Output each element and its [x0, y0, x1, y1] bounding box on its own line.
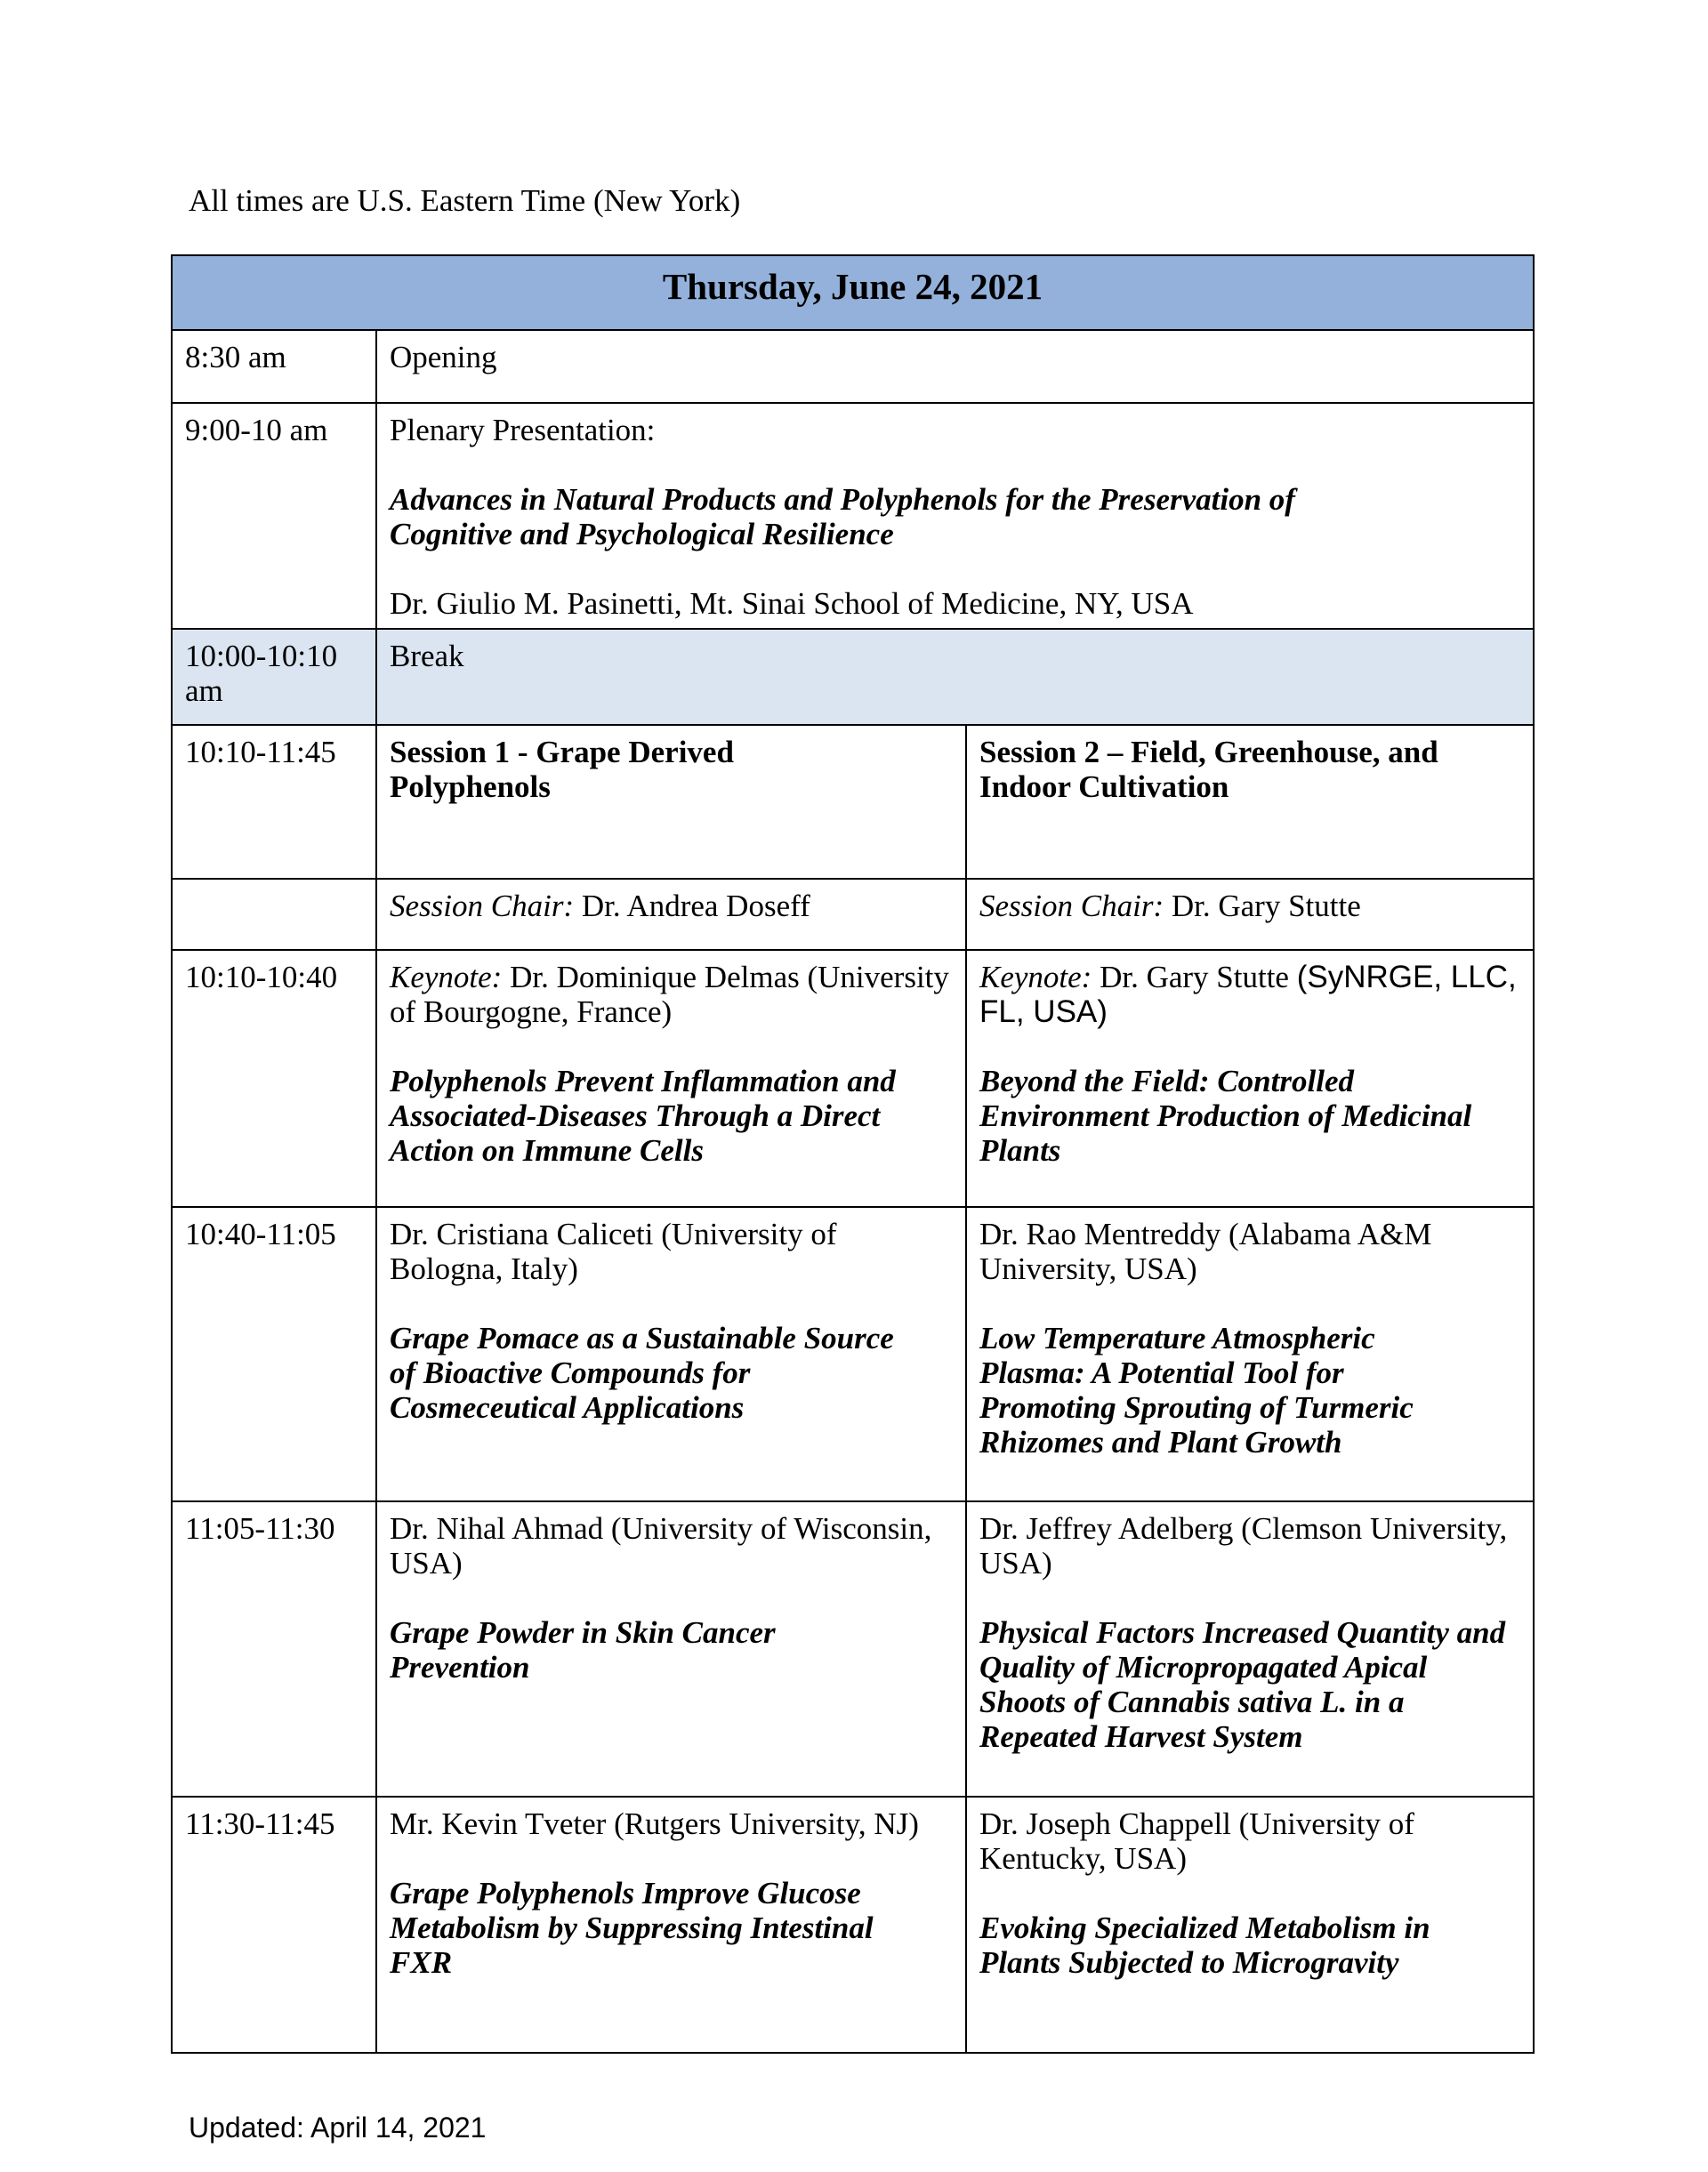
table-row-session-headers [172, 725, 1534, 879]
chair-label: Session Chair: [979, 889, 1164, 923]
talk-title: Physical Factors Increased Quantity and Quality of Micropropagated Apical Shoots of Cannabis sativa L. in a Repeated Harvest System [979, 1615, 1506, 1754]
schedule-table [171, 254, 1535, 2054]
session2-talk-cell [966, 1207, 1534, 1501]
session1-talk-cell [376, 1797, 966, 2053]
session2-header-cell [966, 725, 1534, 879]
chair-name: Dr. Gary Stutte [1171, 889, 1361, 923]
session2-keynote-cell [966, 950, 1534, 1207]
session1-title: Session 1 - Grape Derived Polyphenols [390, 735, 734, 804]
talk-title: Grape Polyphenols Improve Glucose Metabolism by Suppressing Intestinal FXR [390, 1876, 874, 1980]
speaker-name: Dr. Gary Stutte [1100, 960, 1289, 994]
table-row-session-chairs [172, 879, 1534, 950]
day-header-cell: Thursday, June 24, 2021 [172, 255, 1534, 330]
timezone-note: All times are U.S. Eastern Time (New York) [189, 183, 741, 218]
speaker-name: Dr. Joseph Chappell (University of Kentucky, USA) [979, 1806, 1414, 1876]
talk-title: Low Temperature Atmospheric Plasma: A Potential Tool for Promoting Sprouting of Turmeric Rhizomes and Plant Growth [979, 1321, 1414, 1460]
talk-title: Polyphenols Prevent Inflammation and Associated-Diseases Through a Direct Action on Immune Cells [390, 1064, 896, 1168]
talk-title: Beyond the Field: Controlled Environment Production of Medicinal Plants [979, 1064, 1472, 1168]
time-cell: 11:05-11:30 [172, 1501, 376, 1797]
event-label: Opening [390, 340, 497, 374]
chair-name: Dr. Andrea Doseff [581, 889, 810, 923]
session1-header-cell [376, 725, 966, 879]
speaker-name: Dr. Dominique Delmas (University of Bourgogne, France) [390, 960, 949, 1029]
table-row-keynotes [172, 950, 1534, 1207]
table-row-plenary [172, 403, 1534, 629]
session2-title: Session 2 – Field, Greenhouse, and Indoor Cultivation [979, 735, 1438, 804]
talk-title: Evoking Specialized Metabolism in Plants Subjected to Microgravity [979, 1911, 1430, 1980]
chair-label: Session Chair: [390, 889, 575, 923]
time-cell: 10:40-11:05 [172, 1207, 376, 1501]
session1-keynote-cell [376, 950, 966, 1207]
time-cell: 10:00-10:10 am [172, 629, 376, 725]
updated-date: Updated: April 14, 2021 [189, 2112, 487, 2144]
time-cell: 11:30-11:45 [172, 1797, 376, 2053]
table-row-day-header [172, 255, 1534, 330]
speaker-name: Dr. Jeffrey Adelberg (Clemson University, USA) [979, 1511, 1508, 1581]
session2-chair [979, 889, 1520, 923]
talk-title: Grape Powder in Skin Cancer Prevention [390, 1615, 776, 1685]
table-row-talk [172, 1797, 1534, 2053]
keynote-speaker [390, 960, 953, 1029]
keynote-speaker [979, 960, 1520, 1029]
plenary-speaker: Dr. Giulio M. Pasinetti, Mt. Sinai School of Medicine, NY, USA [390, 586, 1194, 621]
time-cell-empty [172, 879, 376, 950]
time-cell: 9:00-10 am [172, 403, 376, 629]
session1-talk-cell [376, 1501, 966, 1797]
session2-talk-cell [966, 1501, 1534, 1797]
break-cell [376, 629, 1534, 725]
speaker-name: Dr. Rao Mentreddy (Alabama A&M University, USA) [979, 1217, 1432, 1286]
speaker-affiliation: (SyNRGE, LLC, FL, USA) [979, 960, 1517, 1029]
session1-talk-cell [376, 1207, 966, 1501]
session2-talk-cell [966, 1797, 1534, 2053]
plenary-talk-title: Advances in Natural Products and Polyphenols for the Preservation of Cognitive and Psychological Resilience [390, 482, 1295, 551]
keynote-label: Keynote: [979, 960, 1092, 994]
session1-chair-cell [376, 879, 966, 950]
table-row-opening [172, 330, 1534, 403]
talk-title: Grape Pomace as a Sustainable Source of Bioactive Compounds for Cosmeceutical Applications [390, 1321, 894, 1425]
speaker-name: Dr. Nihal Ahmad (University of Wisconsin, USA) [390, 1511, 932, 1581]
time-cell: 10:10-10:40 [172, 950, 376, 1207]
table-row-break [172, 629, 1534, 725]
table-row-talk [172, 1207, 1534, 1501]
session1-chair [390, 889, 953, 923]
time-cell: 10:10-11:45 [172, 725, 376, 879]
keynote-label: Keynote: [390, 960, 503, 994]
session2-chair-cell [966, 879, 1534, 950]
speaker-name: Dr. Cristiana Caliceti (University of Bologna, Italy) [390, 1217, 837, 1286]
break-label: Break [390, 639, 464, 673]
event-cell [376, 330, 1534, 403]
time-cell: 8:30 am [172, 330, 376, 403]
plenary-cell [376, 403, 1534, 629]
plenary-heading: Plenary Presentation: [390, 413, 656, 447]
table-row-talk [172, 1501, 1534, 1797]
speaker-name: Mr. Kevin Tveter (Rutgers University, NJ) [390, 1806, 919, 1841]
